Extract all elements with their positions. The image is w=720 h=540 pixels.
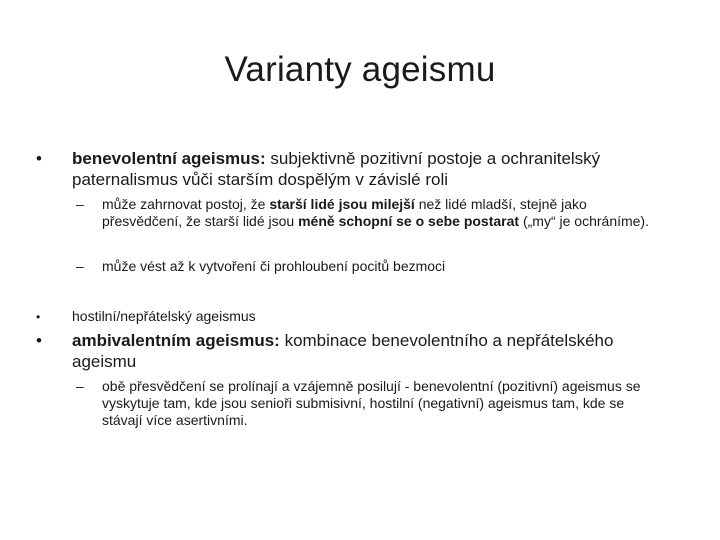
bullet-benevolent [36,148,672,190]
bullet-term: benevolentní ageismus: [72,149,266,168]
sub-bullet-marker: – [76,196,84,212]
bullet-marker: • [36,149,42,168]
bullet-text: subjektivně pozitivní postoje a ochranitelský paternalismus vůči starším dospělým v závislé roli [72,149,601,189]
bullet-text: hostilní/nepřátelský ageismus [72,308,256,324]
bullet-ambivalent [36,330,672,372]
bullet-text: kombinace benevolentního a nepřátelského ageismu [72,331,614,371]
slide-title: Varianty ageismu [224,50,496,89]
sub-bullet-helplessness: – může vést až k vytvoření či prohloubení pocitů bezmoci [76,258,446,274]
sub-bullet-interplay: – obě přesvědčení se prolínají a vzájemně posilují - benevolentní (pozitivní) ageismus se vyskytuje tam, kde jsou senioři submisivní, hostilní (negativní) ageismus tam, kde se stávají více asertivními. [76,378,641,428]
bullet-term: ambivalentním ageismus: [72,331,280,350]
sub-bullet-marker: – [76,378,84,394]
bullet-hostile [36,306,672,327]
sub-bullet-nicer: – může zahrnovat postoj, že starší lidé jsou milejší než lidé mladší, stejně jako přesvědčení, že starší lidé jsou méně schopní se o sebe postarat („my“ je ochráníme). [76,196,649,229]
bullet-marker: • [36,331,42,350]
sub-bullet-marker: – [76,258,84,274]
bullet-marker: • [36,310,41,324]
